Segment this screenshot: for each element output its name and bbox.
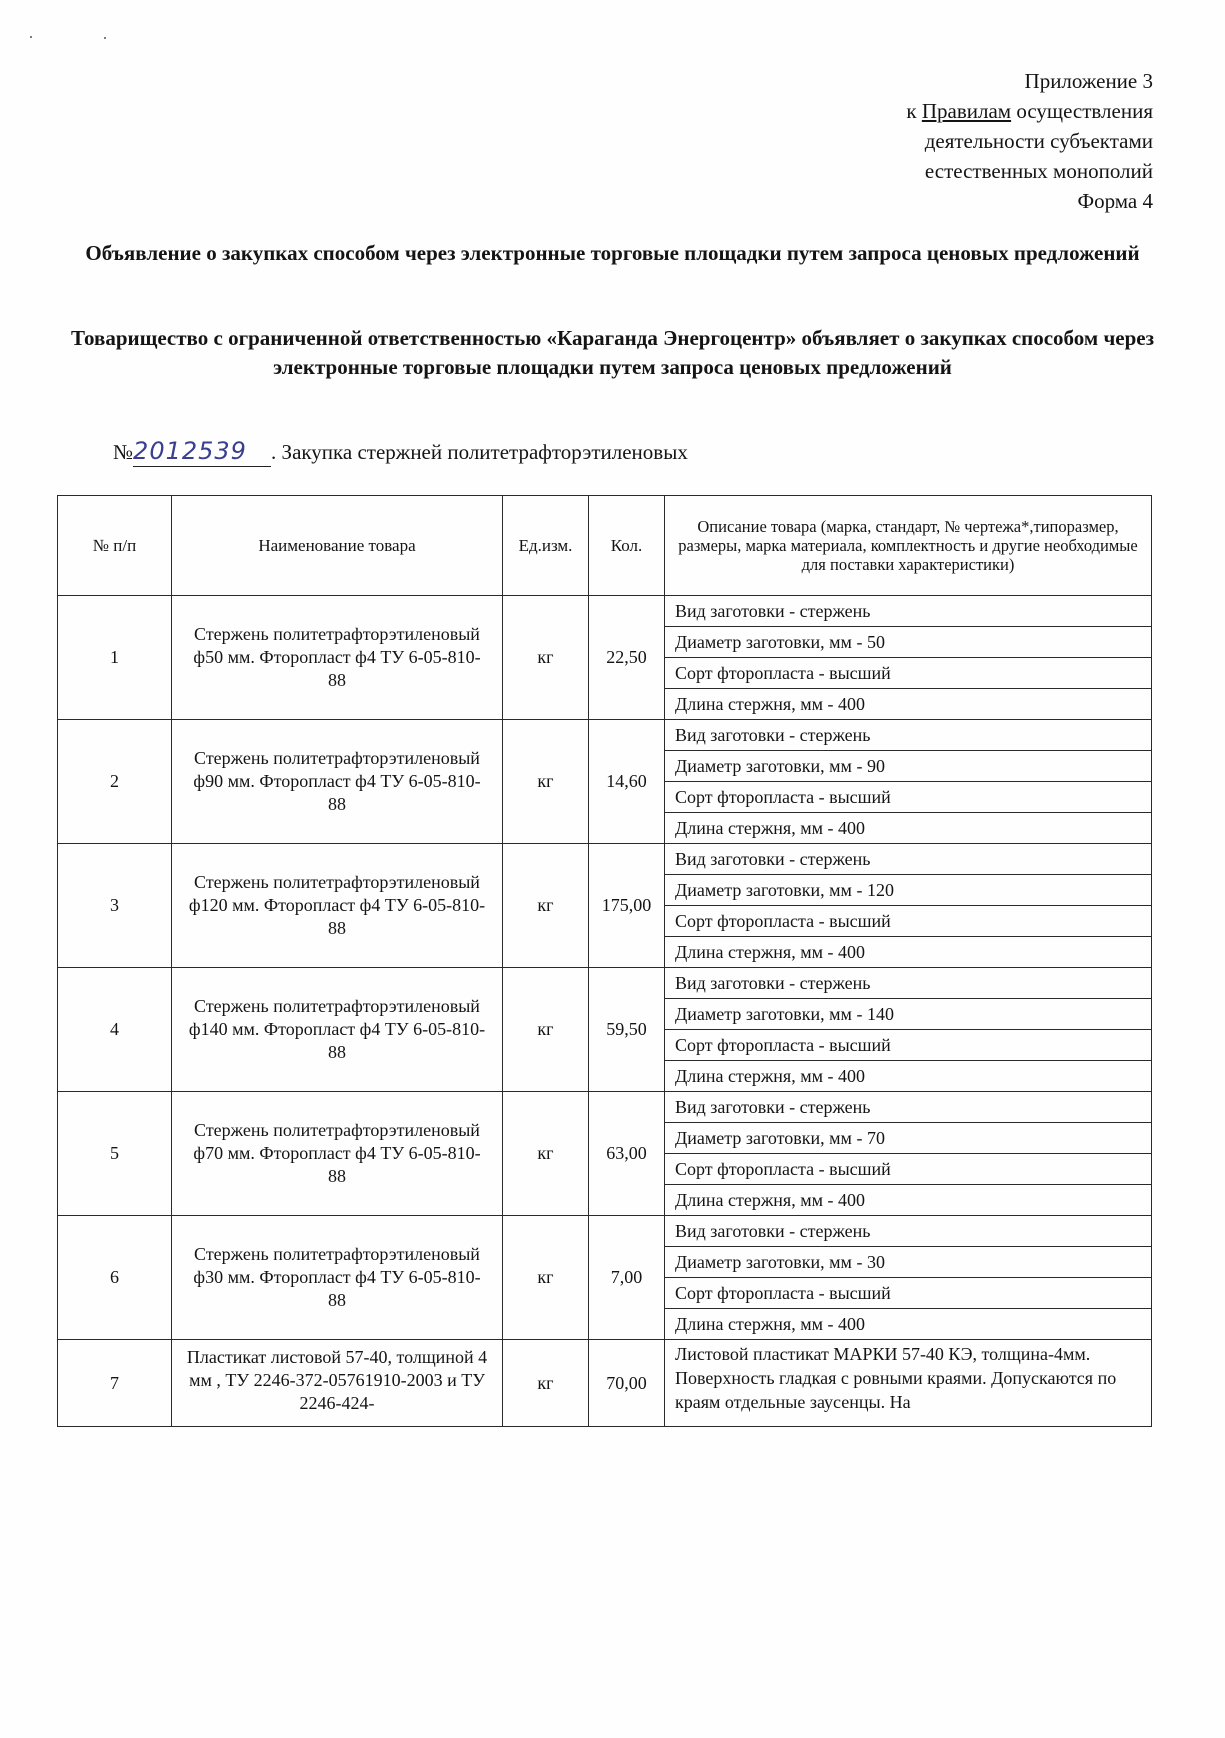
row-name: Стержень политетрафторэтиленовый ф90 мм. Фторопласт ф4 ТУ 6-05-810-88 xyxy=(172,720,503,844)
row-unit: кг xyxy=(503,1216,589,1340)
row-spec: Длина стержня, мм - 400 xyxy=(665,689,1152,720)
row-spec: Диаметр заготовки, мм - 50 xyxy=(665,627,1152,658)
row-spec: Вид заготовки - стержень xyxy=(665,1092,1152,1123)
row-spec: Сорт фторопласта - высший xyxy=(665,1278,1152,1309)
row-unit: кг xyxy=(503,1092,589,1216)
appendix-line: Приложение 3 xyxy=(1024,69,1153,93)
row-unit: кг xyxy=(503,720,589,844)
row-qty: 59,50 xyxy=(589,968,665,1092)
row-desc: Листовой пластикат МАРКИ 57-40 КЭ, толщина-4мм. Поверхность гладкая с ровными краями. Допускаются по краям отдельные заусенцы. На xyxy=(665,1340,1152,1427)
row-spec: Диаметр заготовки, мм - 140 xyxy=(665,999,1152,1030)
table-row xyxy=(58,720,1152,751)
row-qty: 63,00 xyxy=(589,1092,665,1216)
row-spec: Вид заготовки - стержень xyxy=(665,844,1152,875)
header-num: № п/п xyxy=(58,496,172,596)
row-name: Стержень политетрафторэтиленовый ф70 мм. Фторопласт ф4 ТУ 6-05-810-88 xyxy=(172,1092,503,1216)
row-spec: Длина стержня, мм - 400 xyxy=(665,1185,1152,1216)
lot-number-handwritten: 2012539 xyxy=(133,436,271,467)
header-desc: Описание товара (марка, стандарт, № чертежа*,типоразмер, размеры, марка материала, комплектность и другие необходимые для поставки характеристики) xyxy=(665,496,1152,596)
row-spec: Диаметр заготовки, мм - 120 xyxy=(665,875,1152,906)
appendix-block xyxy=(906,66,1153,216)
header-qty: Кол. xyxy=(589,496,665,596)
header-name: Наименование товара xyxy=(172,496,503,596)
row-name: Пластикат листовой 57-40, толщиной 4 мм , ТУ 2246-372-05761910-2003 и ТУ 2246-424- xyxy=(172,1340,503,1427)
appendix-prefix: к xyxy=(906,99,922,123)
row-spec: Диаметр заготовки, мм - 90 xyxy=(665,751,1152,782)
form-number: Форма 4 xyxy=(1077,189,1153,213)
row-num: 7 xyxy=(58,1340,172,1427)
row-spec: Длина стержня, мм - 400 xyxy=(665,937,1152,968)
table-row xyxy=(58,1092,1152,1123)
row-qty: 7,00 xyxy=(589,1216,665,1340)
appendix-suffix: осуществления xyxy=(1011,99,1153,123)
row-spec: Сорт фторопласта - высший xyxy=(665,658,1152,689)
document-title: Объявление о закупках способом через электронные торговые площадки путем запроса ценовых предложений xyxy=(85,241,1140,265)
row-spec: Сорт фторопласта - высший xyxy=(665,906,1152,937)
row-unit: кг xyxy=(503,844,589,968)
row-spec: Сорт фторопласта - высший xyxy=(665,782,1152,813)
row-spec: Сорт фторопласта - высший xyxy=(665,1030,1152,1061)
table-row xyxy=(58,844,1152,875)
appendix-line: естественных монополий xyxy=(924,159,1153,183)
table-row xyxy=(58,1340,1152,1427)
row-num: 2 xyxy=(58,720,172,844)
row-num: 1 xyxy=(58,596,172,720)
scan-speck xyxy=(30,36,32,38)
rules-link[interactable]: Правилам xyxy=(921,99,1012,123)
table-body xyxy=(58,596,1152,1427)
row-num: 4 xyxy=(58,968,172,1092)
table-header-row xyxy=(58,496,1152,596)
row-spec: Диаметр заготовки, мм - 70 xyxy=(665,1123,1152,1154)
row-spec: Вид заготовки - стержень xyxy=(665,1216,1152,1247)
row-spec: Вид заготовки - стержень xyxy=(665,968,1152,999)
table-row xyxy=(58,968,1152,999)
appendix-line: деятельности субъектами xyxy=(924,129,1153,153)
table-row xyxy=(58,1216,1152,1247)
row-num: 5 xyxy=(58,1092,172,1216)
goods-table xyxy=(57,495,1152,1427)
row-spec: Длина стержня, мм - 400 xyxy=(665,1061,1152,1092)
row-spec: Длина стержня, мм - 400 xyxy=(665,1309,1152,1340)
row-unit: кг xyxy=(503,1340,589,1427)
document-subtitle: Товарищество с ограниченной ответственностью «Караганда Энергоцентр» объявляет о закупках способом через электронные торговые площадки путем запроса ценовых предложений xyxy=(70,326,1155,379)
row-unit: кг xyxy=(503,968,589,1092)
row-name: Стержень политетрафторэтиленовый ф120 мм. Фторопласт ф4 ТУ 6-05-810-88 xyxy=(172,844,503,968)
row-num: 6 xyxy=(58,1216,172,1340)
row-spec: Диаметр заготовки, мм - 30 xyxy=(665,1247,1152,1278)
appendix-line xyxy=(906,96,1153,126)
header-unit: Ед.изм. xyxy=(503,496,589,596)
scan-speck xyxy=(104,37,106,39)
row-qty: 14,60 xyxy=(589,720,665,844)
row-qty: 22,50 xyxy=(589,596,665,720)
lot-line xyxy=(113,436,688,467)
lot-prefix: № xyxy=(113,440,134,464)
row-num: 3 xyxy=(58,844,172,968)
row-qty: 70,00 xyxy=(589,1340,665,1427)
row-spec: Вид заготовки - стержень xyxy=(665,720,1152,751)
row-spec: Длина стержня, мм - 400 xyxy=(665,813,1152,844)
row-spec: Вид заготовки - стержень xyxy=(665,596,1152,627)
lot-text: . Закупка стержней политетрафторэтиленовых xyxy=(271,440,688,464)
row-spec: Сорт фторопласта - высший xyxy=(665,1154,1152,1185)
row-name: Стержень политетрафторэтиленовый ф50 мм. Фторопласт ф4 ТУ 6-05-810-88 xyxy=(172,596,503,720)
row-qty: 175,00 xyxy=(589,844,665,968)
row-name: Стержень политетрафторэтиленовый ф30 мм. Фторопласт ф4 ТУ 6-05-810-88 xyxy=(172,1216,503,1340)
row-name: Стержень политетрафторэтиленовый ф140 мм. Фторопласт ф4 ТУ 6-05-810-88 xyxy=(172,968,503,1092)
table-row xyxy=(58,596,1152,627)
row-unit: кг xyxy=(503,596,589,720)
